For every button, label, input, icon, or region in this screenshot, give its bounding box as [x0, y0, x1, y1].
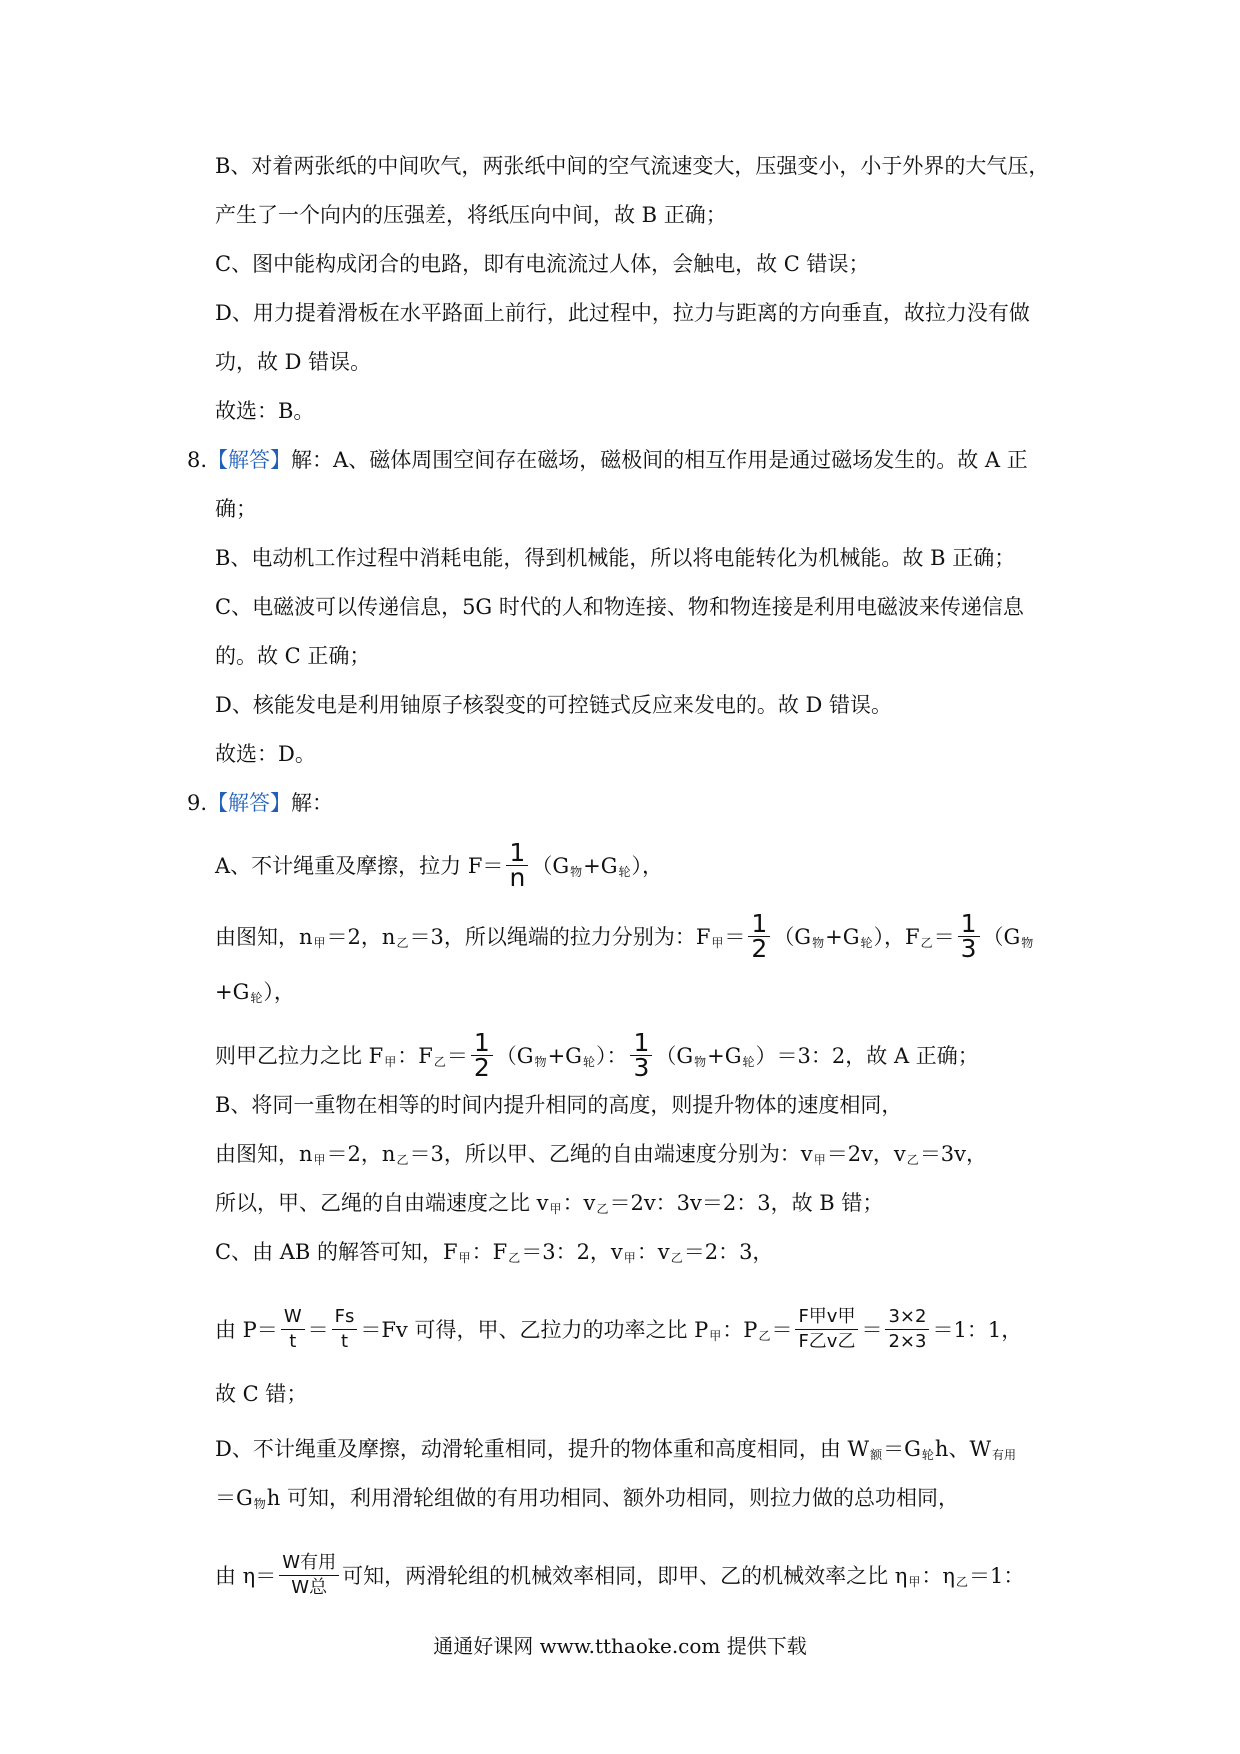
formula-line: [215, 1189, 883, 1220]
fraction: [885, 1305, 929, 1354]
denominator: 3: [630, 1055, 652, 1080]
formula-line: [215, 838, 664, 892]
text-run: +G: [583, 854, 618, 878]
text-run: ＝: [446, 1044, 468, 1068]
text-run: 所以，甲、乙绳的自由端速度之比 v: [215, 1191, 549, 1215]
text-run: ＝Fv 可得，甲、乙拉力的功率之比 P: [360, 1318, 709, 1342]
formula-line: [215, 1238, 773, 1269]
subscript: 乙: [396, 1153, 409, 1167]
text-run: ＝: [933, 925, 955, 949]
text-run: 则甲乙拉力之比 F: [215, 1044, 384, 1068]
fraction: [748, 909, 770, 963]
text-run: ＝1：1，: [932, 1318, 1023, 1342]
text-run: ＝: [771, 1318, 793, 1342]
text-line: 的。故 C 正确；: [215, 644, 371, 668]
text-run: +G: [547, 1044, 582, 1068]
fraction: [630, 1028, 652, 1082]
text-run: ＝2v，v: [826, 1142, 906, 1166]
subscript: 乙: [508, 1251, 521, 1265]
subscript: 乙: [396, 936, 409, 950]
subscript: 乙: [596, 1202, 609, 1216]
denominator: 2×3: [885, 1329, 929, 1354]
subscript: 物: [570, 865, 583, 879]
subscript: 轮: [618, 865, 631, 879]
formula-line: [215, 1553, 1024, 1602]
text-run: （G: [773, 925, 812, 949]
text-run: ＝2，n: [326, 1142, 396, 1166]
fraction: [958, 909, 980, 963]
denominator: 2: [471, 1055, 493, 1080]
subscript: 甲: [709, 1329, 722, 1343]
answer-line: 故选：B。: [215, 399, 315, 423]
subscript: 甲: [313, 936, 326, 950]
text-run: +G: [707, 1044, 742, 1068]
text-run: ：F: [471, 1240, 508, 1264]
fraction: [471, 1028, 493, 1082]
text-run: ：v: [562, 1191, 596, 1215]
subscript: 物: [253, 1497, 266, 1511]
fraction: [506, 838, 528, 892]
text-run: ）：: [595, 1044, 628, 1068]
subscript: 乙: [955, 1575, 968, 1589]
subscript: 乙: [433, 1055, 446, 1069]
subscript: 乙: [920, 936, 933, 950]
subscript: 乙: [758, 1329, 771, 1343]
text-run: ＝3：2，v: [521, 1240, 623, 1264]
text-run: 由 η＝: [215, 1564, 277, 1588]
subscript: 乙: [670, 1251, 683, 1265]
text-line: 产生了一个向内的压强差，将纸压向中间，故 B 正确；: [215, 203, 727, 227]
numerator: F甲v甲: [798, 1306, 856, 1327]
formula-line: [215, 1484, 959, 1515]
text-run: ＝: [861, 1318, 883, 1342]
text-run: ），: [263, 980, 295, 1004]
subscript: 轮: [582, 1055, 595, 1069]
numerator: W有用: [282, 1552, 337, 1573]
text-line: 故 C 错；: [215, 1382, 308, 1406]
question-number: 8.: [187, 448, 208, 472]
subscript: 物: [534, 1055, 547, 1069]
text-line: B、将同一重物在相等的时间内提升相同的高度，则提升物体的速度相同，: [215, 1093, 903, 1117]
text-run: C、由 AB 的解答可知，F: [215, 1240, 458, 1264]
formula-line: [215, 1028, 979, 1082]
subscript: 轮: [921, 1448, 934, 1462]
denominator: t: [281, 1329, 305, 1354]
subscript: 轮: [860, 936, 873, 950]
text-run: h 可知，利用滑轮组做的有用功相同、额外功相同，则拉力做的总功相同，: [266, 1486, 959, 1510]
text-run: （G: [495, 1044, 534, 1068]
formula-line: [215, 1435, 1017, 1466]
numerator: 1: [633, 1028, 650, 1057]
subscript: 物: [1021, 936, 1034, 950]
denominator: t: [332, 1329, 358, 1354]
text-run: 可知，两滑轮组的机械效率相同，即甲、乙的机械效率之比 η: [342, 1564, 908, 1588]
text-run: ＝2v：3v＝2：3，故 B 错；: [609, 1191, 884, 1215]
subscript: 甲: [384, 1055, 397, 1069]
question-number: 9.: [187, 791, 208, 815]
text-line: C、电磁波可以传递信息，5G 时代的人和物连接、物和物连接是利用电磁波来传递信息: [215, 595, 1024, 619]
text-run: ＝: [724, 925, 746, 949]
subscript: 轮: [250, 991, 263, 1005]
answer-tag: 【解答】: [207, 791, 292, 815]
numerator: Fs: [334, 1306, 355, 1327]
question-text: 解：A、磁体周围空间存在磁场，磁极间的相互作用是通过磁场发生的。故 A 正: [291, 448, 1028, 472]
denominator: n: [506, 865, 528, 890]
text-run: ：F: [397, 1044, 433, 1068]
subscript: 甲: [908, 1575, 921, 1589]
question-9-header: [187, 789, 333, 817]
text-line: D、用力提着滑板在水平路面上前行，此过程中，拉力与距离的方向垂直，故拉力没有做: [215, 301, 1030, 325]
text-run: +G: [215, 980, 250, 1004]
subscript: 甲: [813, 1153, 826, 1167]
numerator: 1: [751, 909, 768, 938]
fraction: [795, 1305, 858, 1354]
text-run: h、W: [934, 1437, 992, 1461]
text-line: 功，故 D 错误。: [215, 350, 372, 374]
subscript: 轮: [742, 1055, 755, 1069]
text-run: ：P: [722, 1318, 758, 1342]
text-run: ）＝3：2，故 A 正确；: [755, 1044, 979, 1068]
formula-line: [215, 1140, 987, 1171]
fraction: [279, 1551, 339, 1600]
numerator: 1: [473, 1028, 490, 1057]
numerator: 3×2: [888, 1306, 927, 1327]
text-run: （G: [982, 925, 1021, 949]
numerator: 1: [960, 909, 977, 938]
subscript: 物: [812, 936, 825, 950]
subscript: 物: [694, 1055, 707, 1069]
text-run: ＝2，n: [326, 925, 396, 949]
answer-line: 故选：D。: [215, 742, 316, 766]
formula-line: [215, 1307, 1022, 1356]
text-run: ＝3，所以绳端的拉力分别为：F: [409, 925, 711, 949]
subscript: 甲: [623, 1251, 636, 1265]
text-run: ：v: [636, 1240, 670, 1264]
text-line: C、图中能构成闭合的电路，即有电流流过人体，会触电，故 C 错误；: [215, 252, 870, 276]
text-line: 确；: [215, 497, 257, 521]
text-run: D、不计绳重及摩擦，动滑轮重相同，提升的物体重和高度相同，由 W: [215, 1437, 870, 1461]
denominator: W总: [279, 1575, 339, 1600]
text-run: ），F: [873, 925, 920, 949]
subscript: 甲: [313, 1153, 326, 1167]
text-run: 由 P＝: [215, 1318, 278, 1342]
subscript: 有用: [992, 1448, 1017, 1462]
subscript: 甲: [711, 936, 724, 950]
fraction: [332, 1305, 358, 1354]
text-run: 由图知，n: [215, 1142, 313, 1166]
text-line: B、对着两张纸的中间吹气，两张纸中间的空气流速变大，压强变小，小于外界的大气压，: [215, 154, 1050, 178]
numerator: W: [283, 1306, 302, 1327]
text-line: B、电动机工作过程中消耗电能，得到机械能，所以将电能转化为机械能。故 B 正确；: [215, 546, 1016, 570]
numerator: 1: [509, 838, 526, 867]
text-run: ：η: [921, 1564, 955, 1588]
subscript: 额: [870, 1448, 883, 1462]
text-run: ＝: [307, 1318, 329, 1342]
text-line: D、核能发电是利用铀原子核裂变的可控链式反应来发电的。故 D 错误。: [215, 693, 893, 717]
page-footer: 通通好课网 www.tthaoke.com 提供下载: [433, 1634, 807, 1658]
subscript: 甲: [458, 1251, 471, 1265]
subscript: 甲: [549, 1202, 562, 1216]
text-run: +G: [825, 925, 860, 949]
question-text: 解：: [291, 791, 334, 815]
text-run: （G: [655, 1044, 694, 1068]
text-run: （G: [531, 854, 570, 878]
text-run: ＝G: [215, 1486, 253, 1510]
formula-line: [215, 909, 1034, 963]
denominator: 3: [958, 936, 980, 961]
text-run: 由图知，n: [215, 925, 313, 949]
text-run: ＝3，所以甲、乙绳的自由端速度分别为：v: [409, 1142, 813, 1166]
denominator: 2: [748, 936, 770, 961]
text-run: A、不计绳重及摩擦，拉力 F＝: [215, 854, 504, 878]
answer-tag: 【解答】: [207, 448, 292, 472]
text-run: ＝2：3，: [683, 1240, 774, 1264]
text-run: ＝G: [883, 1437, 921, 1461]
denominator: F乙v乙: [795, 1329, 858, 1354]
formula-line: [215, 978, 295, 1009]
text-run: ＝1：: [968, 1564, 1025, 1588]
fraction: [281, 1305, 305, 1354]
text-run: ），: [631, 854, 664, 878]
question-8-header: [187, 446, 1028, 474]
subscript: 乙: [906, 1153, 919, 1167]
text-run: ＝3v，: [919, 1142, 988, 1166]
